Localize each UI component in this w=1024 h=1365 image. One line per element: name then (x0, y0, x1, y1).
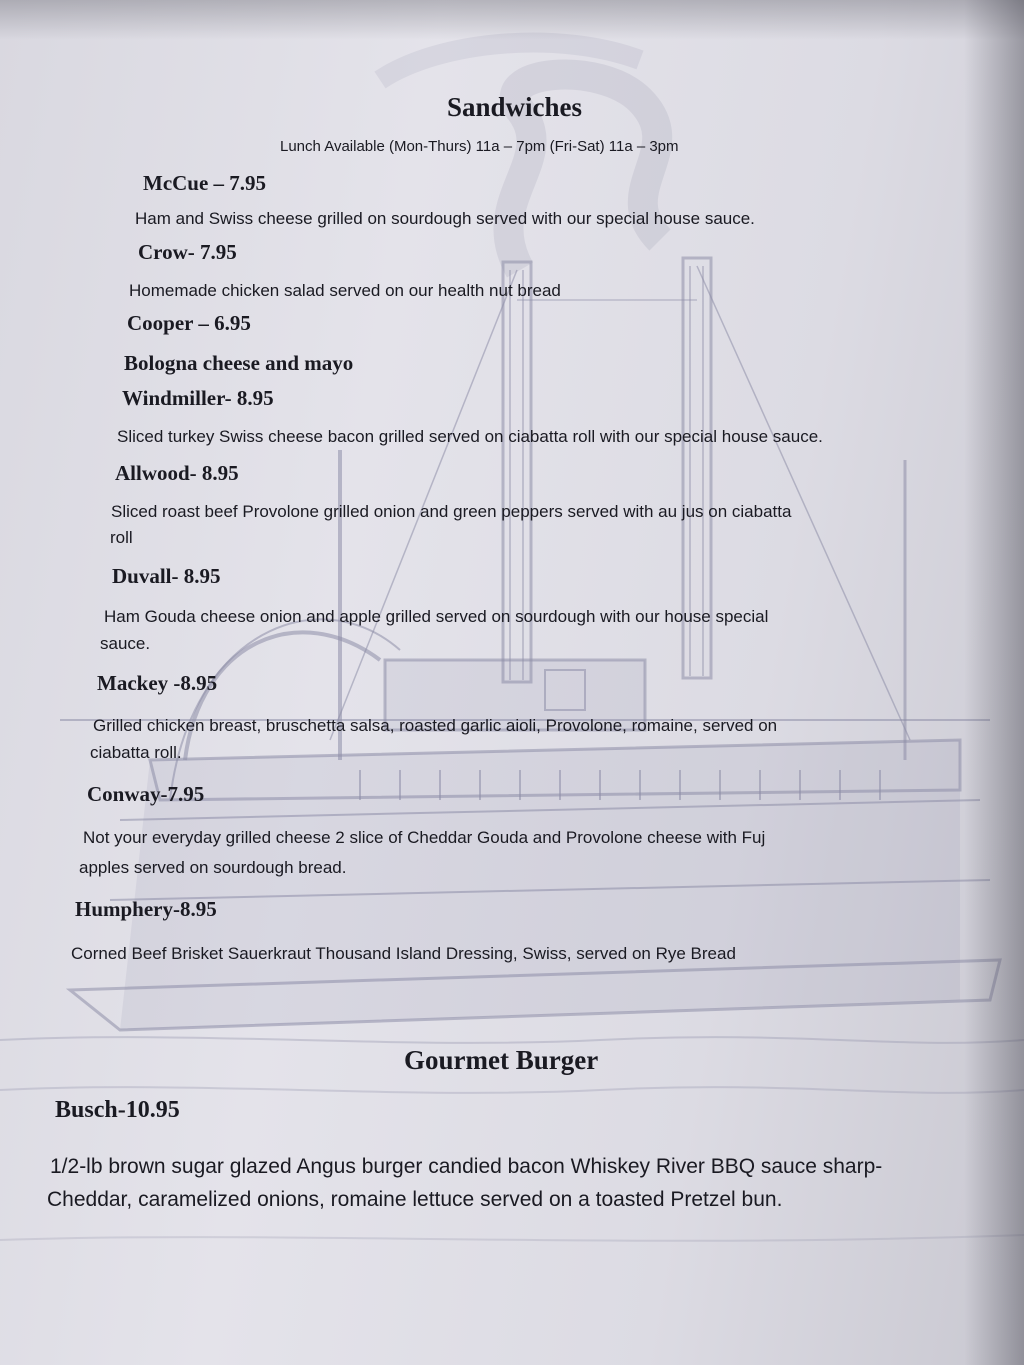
menu-item-desc: 1/2-lb brown sugar glazed Angus burger candied bacon Whiskey River BBQ sauce sharp- (50, 1155, 883, 1178)
menu-item-desc-cont: apples served on sourdough bread. (79, 858, 347, 877)
page-shadow-top (0, 0, 1024, 40)
lunch-hours: Lunch Available (Mon-Thurs) 11a – 7pm (Fri-Sat) 11a – 3pm (280, 138, 679, 155)
menu-item-name: Allwood- 8.95 (115, 461, 239, 485)
menu-item-desc-cont: Cheddar, caramelized onions, romaine lettuce served on a toasted Pretzel bun. (47, 1188, 783, 1211)
menu-item-name: Duvall- 8.95 (112, 564, 221, 588)
menu-item-desc-cont: ciabatta roll. (90, 743, 182, 762)
menu-item-desc: Grilled chicken breast, bruschetta salsa, roasted garlic aioli, Provolone, romaine, served on (93, 716, 778, 735)
menu-item-name: Mackey -8.95 (97, 671, 218, 695)
menu-item-name: McCue – 7.95 (143, 171, 267, 195)
menu-item-desc: Ham Gouda cheese onion and apple grilled served on sourdough with our house special (104, 607, 769, 626)
menu-item-name: Busch-10.95 (55, 1097, 180, 1123)
menu-item-name: Windmiller- 8.95 (122, 386, 274, 410)
menu-item-name: Cooper – 6.95 (127, 311, 251, 335)
page-shadow-right (964, 0, 1024, 1365)
menu-item-desc: Bologna cheese and mayo (124, 351, 354, 375)
menu-item-desc: Sliced roast beef Provolone grilled onion and green peppers served with au jus on ciabatta (111, 502, 792, 521)
menu-item-desc: Homemade chicken salad served on our health nut bread (129, 281, 561, 300)
menu-item-desc: Not your everyday grilled cheese 2 slice of Cheddar Gouda and Provolone cheese with Fuj (83, 828, 766, 847)
menu-item-desc: Sliced turkey Swiss cheese bacon grilled served on ciabatta roll with our special house sauce. (117, 427, 823, 446)
section-title-burgers: Gourmet Burger (404, 1045, 599, 1075)
menu-item-desc: Corned Beef Brisket Sauerkraut Thousand Island Dressing, Swiss, served on Rye Bread (71, 944, 736, 963)
menu-item-desc: Ham and Swiss cheese grilled on sourdough served with our special house sauce. (135, 209, 755, 228)
menu-item-name: Humphery-8.95 (75, 897, 217, 921)
menu-item-desc-cont: roll (110, 528, 133, 547)
menu-item-name: Conway-7.95 (87, 782, 205, 806)
menu-item-name: Crow- 7.95 (138, 240, 237, 264)
menu-item-desc-cont: sauce. (100, 634, 151, 653)
section-title-sandwiches: Sandwiches (447, 92, 583, 122)
